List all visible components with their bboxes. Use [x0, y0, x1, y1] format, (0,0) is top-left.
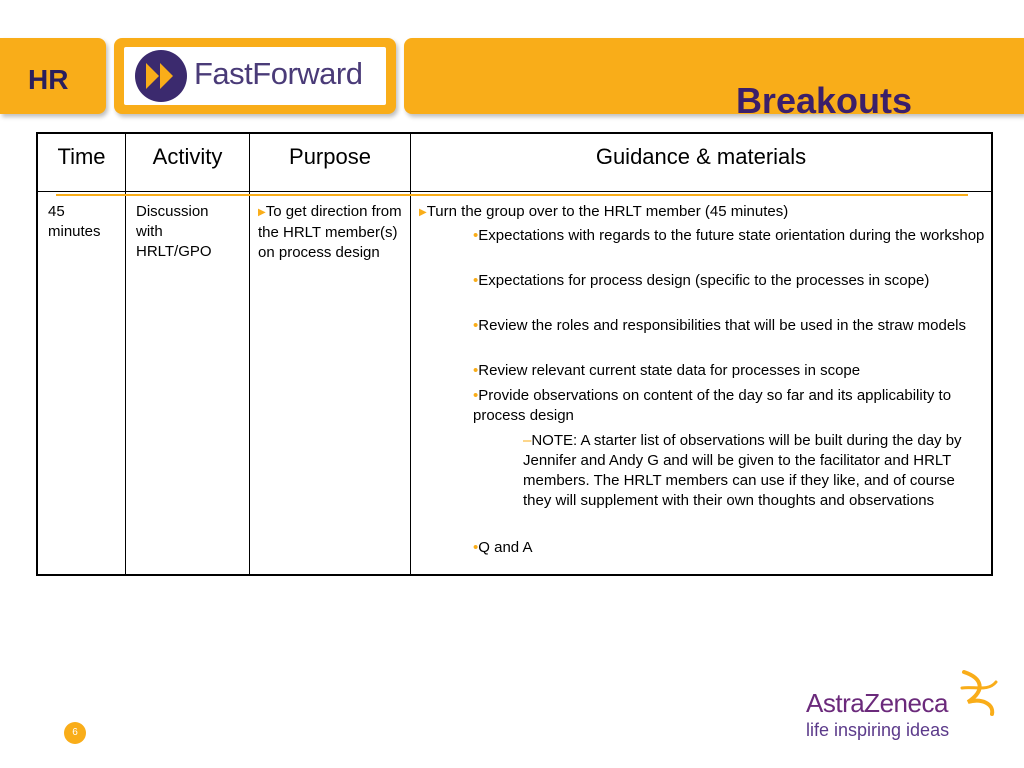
title-banner: [404, 38, 1024, 121]
section-label: HR: [28, 64, 69, 95]
column-divider: [410, 134, 411, 574]
column-divider: [249, 134, 250, 574]
guidance-note-text: NOTE: A starter list of observations will be built during the day by Jennifer and Andy G and will be given to the facilitator and HRLT members. The HRLT members can use if they like, and of course they will supplement with their own thoughts and observations: [523, 432, 962, 509]
bullet-arrow-icon: ▶: [419, 207, 427, 218]
guidance-bullet: •Expectations for process design (specific to the processes in scope): [473, 272, 930, 289]
page-number: 6: [64, 722, 86, 744]
breakouts-table: [36, 132, 993, 576]
cell-activity: Discussion with HRLT/GPO: [136, 203, 212, 260]
header-divider: [38, 191, 991, 192]
bullet-arrow-icon: ▶: [258, 207, 266, 218]
column-header-purpose: Purpose: [289, 144, 371, 169]
guidance-bullet-text: Provide observations on content of the day so far and its applicability to process design: [473, 387, 952, 424]
guidance-bullet: •Q and A: [473, 539, 533, 556]
astrazeneca-logo: [806, 668, 1006, 748]
guidance-bullet-text: Expectations for process design (specific to the processes in scope): [478, 272, 930, 289]
guidance-bullet-text: Expectations with regards to the future state orientation during the workshop: [478, 227, 985, 244]
tagline: life inspiring ideas: [806, 720, 950, 740]
guidance-bullet-text: Review relevant current state data for processes in scope: [478, 362, 861, 379]
cell-time: 45 minutes: [48, 203, 101, 240]
guidance-bullet-text: Review the roles and responsibilities that will be used in the straw models: [478, 317, 967, 334]
orange-rule: [56, 194, 968, 196]
column-header-guidance: Guidance & materials: [595, 144, 807, 169]
hr-label-box: [0, 38, 106, 114]
guidance-lead-text: Turn the group over to the HRLT member (45 minutes): [426, 203, 789, 220]
guidance-bullet: •Provide observations on content of the day so far and its applicability to process design: [473, 387, 952, 424]
fastforward-banner: [114, 38, 396, 114]
column-divider: [125, 134, 126, 574]
guidance-bullet-text: Q and A: [478, 539, 533, 556]
guidance-bullet: •Expectations with regards to the future state orientation during the workshop: [473, 227, 985, 244]
column-header-activity: Activity: [152, 144, 223, 169]
fastforward-logo-icon: [132, 49, 190, 103]
guidance-bullet: •Review relevant current state data for processes in scope: [473, 362, 861, 379]
brand-name: FastForward: [194, 56, 363, 91]
column-header-time: Time: [57, 144, 106, 169]
purpose-text: To get direction from the HRLT member(s) on process design: [258, 203, 402, 261]
guidance-note: –NOTE: A starter list of observations will be built during the day by Jennifer and Andy G and will be given to the facilitator and HRLT members. The HRLT members can use if they like, and of course they will supplement with their own thoughts and observations: [523, 432, 962, 509]
guidance-lead: [419, 202, 979, 223]
guidance-bullet: •Review the roles and responsibilities that will be used in the straw models: [473, 317, 967, 334]
cell-purpose: [258, 202, 403, 263]
astrazeneca-logo-icon: [956, 668, 1000, 718]
slide-title: Breakouts: [735, 80, 912, 121]
fastforward-logo: [124, 47, 386, 105]
company-name: AstraZeneca: [806, 688, 948, 718]
